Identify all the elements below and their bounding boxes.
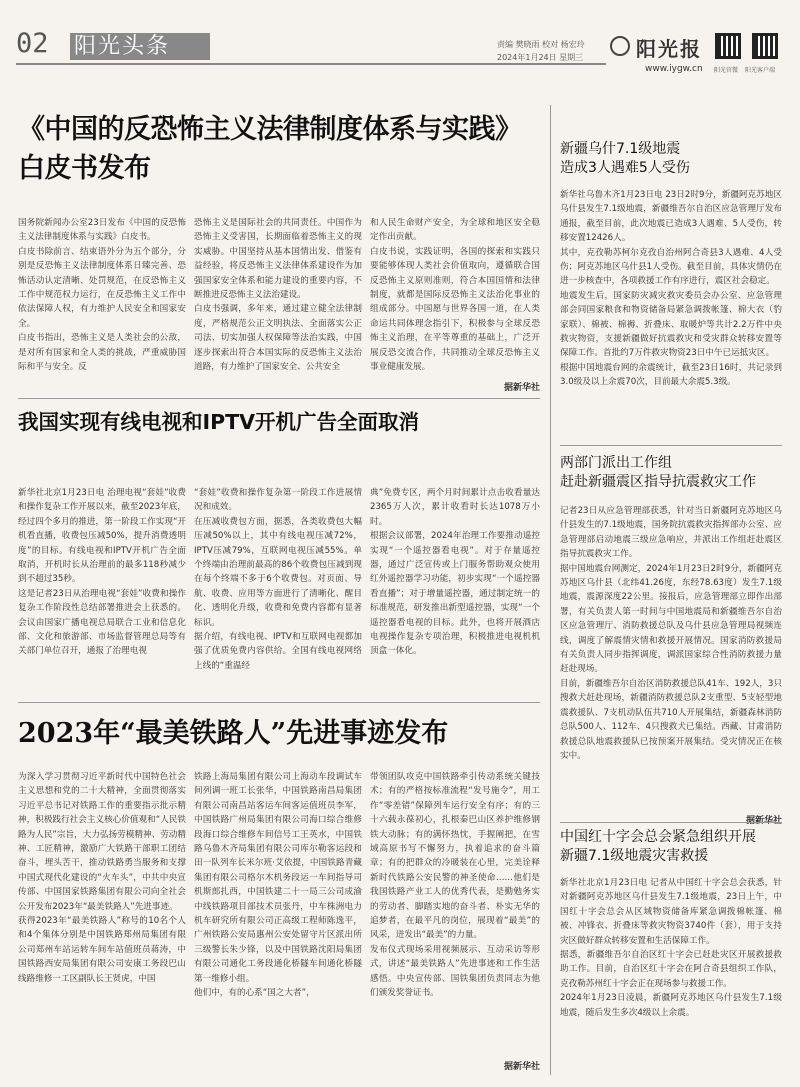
qr-label: 阳光官微 <box>714 67 739 74</box>
sun-logo-icon <box>610 36 630 56</box>
paper-logo: 阳光报 <box>636 37 702 61</box>
article-column: 新华社北京1月23日电 治理电视“套娃”收费和操作复杂工作开展以来，截至2023年底，经过四个多月的推进，第一阶段工作实现“开机看直播，收费包压减50%，提升消费透明度”的目标。有线电视和IPTV开机广告全面取消，开机时长从治理前的最多118秒减少到不超过35秒。 这是记者23日从治理电视“套娃”收费和操作复杂工作阶段性总结部署推进会上获悉的。会议由国家广播电视总局联合工业和信息化部、文化和旅游部、市场监督管理总局等有关部门单位召开，通报了治理电视 <box>18 488 186 657</box>
qr-code-icon <box>715 33 741 59</box>
section-title: 阳光头条 <box>70 33 210 60</box>
headline-railway: 2023年“最美铁路人”先进事迹发布 <box>18 718 449 749</box>
divider <box>560 822 782 823</box>
divider <box>18 398 540 399</box>
divider <box>18 702 540 703</box>
article-body: 新华社北京1月23日电 记者从中国红十字会总会获悉，针对新疆阿克苏地区乌什县发生7.1级地震，23日上午，中国红十字会总会从区域物资储备库紧急调拨棉帐篷、棉被、冲锋衣、折叠床等救灾物资3740件（套），用于支持灾区做好群众转移安置和生活保障工作。 据悉，新疆维吾尔自治区红十字会已赶赴灾区开展救援救助工作。目前，自治区红十字会在阿合奇县组织工作队，克孜勒苏州红十字会正在现场参与救援工作。 2024年1月23日凌晨，新疆阿克苏地区乌什县发生7.1级地震，随后发生多次4级以上余震。 <box>560 878 782 1018</box>
article-column: 恐怖主义是国际社会的共同责任。中国作为恐怖主义受害国，长期面临着恐怖主义的现实威胁。中国坚持从基本国情出发、借鉴有益经验，将反恐怖主义法律体系建设作为加强国家安全体系和能力建设的重要内容，不断推进反恐怖主义法治建设。 白皮书强调，多年来，通过建立健全法律制度，严格规范公正文明执法、全面落实公正司法、切实加强人权保障等法治实践，中国逐步探索出符合本国实际的反恐怖主义法治道路，有力维护了国家安全、公共安全 <box>194 218 362 373</box>
page-number: 02 <box>16 28 49 59</box>
article-column: 和人民生命财产安全，为全球和地区安全稳定作出贡献。 白皮书说，实践证明，各国的探索和实践只要能够体现人类社会价值取向，遵循联合国反恐怖主义原则准则，符合本国国情和法律制度，就都是国际反恐怖主义法治化事业的组成部分。中国愿与世界各国一道，在人类命运共同体理念指引下，积极参与全球反恐怖主义治理，在平等尊重的基础上，广泛开展反恐交流合作，共同推动全球反恐怖主义事业健康发展。 <box>370 218 540 373</box>
article-body: 记者23日从应急管理部获悉，针对当日新疆阿克苏地区乌什县发生的7.1级地震，国务院抗震救灾指挥部办公室、应急管理部启动地震三级应急响应，并派出工作组赶赴震区指导抗震救灾工作。 据中国地震台网测定，2024年1月23日2时9分，新疆阿克苏地区乌什县（北纬41.26度，东经78.63度）发生7.1级地震，震源深度22公里。接报后，应急管理部立即作出部署，有关负责人第一时间与中国地震局和新疆维吾尔自治区应急管理厅、消防救援总队及乌什县应急管理局视频连线，调度了解震情灾情和救援开展情况。国家消防救援局有关负责人同步指挥调度，调派国家综合性消防救援力量赶赴现场。 目前，新疆维吾尔自治区消防救援总队41车、192人，3只搜救犬赶赴现场，新疆消防救援总队2支重型、5支轻型地震救援队、7支机动队伍共710人开展集结，新疆森林消防总队500人、112车、4只搜救犬已集结。西藏、甘肃消防救援总队地震救援队已按预案开展集结。受灾情况正在核实中。 <box>560 506 782 761</box>
article-column: “套娃”收费和操作复杂第一阶段工作进展情况和成效。 在压减收费包方面，据悉，各类收费包大幅压减50%以上，其中有线电视压减72%，IPTV压减79%，互联网电视压减55%。单个终端由治理前最高的86个收费包压减到现在每个终端不多于6个收费包。对页面、导航、收费、应用等方面进行了清晰化、醒目化、透明化升级，收费和免费内容都有显著标识。 据介绍，有线电视、IPTV和互联网电视都加强了优质免费内容供给。全国有线电视网络上线的“重温经 <box>194 488 362 671</box>
headline-line: 中国红十字会总会紧急组织开展 <box>560 829 756 845</box>
headline-red-cross <box>560 828 782 866</box>
headline-line: 新疆7.1级地震灾害救援 <box>560 848 709 864</box>
qr-code-icon <box>752 33 778 59</box>
headline-line: 赶赴新疆震区指导抗震救灾工作 <box>560 474 756 490</box>
headline-line: 两部门派出工作组 <box>560 455 672 471</box>
article-source: 据新华社 <box>503 1062 540 1072</box>
article-column: 国务院新闻办公室23日发布《中国的反恐怖主义法律制度体系与实践》白皮书。 白皮书除前言、结束语外分为五个部分，分别是反恐怖主义法律制度体系日臻完善、恐怖活动认定清晰、处罚规范，在反恐怖主义工作中规范权力运行，在反恐怖主义工作中依法保障人权，有力维护人民安全和国家安全。 白皮书指出，恐怖主义是人类社会的公敌，是对所有国家和全人类的挑战，严重威胁国际和平与安全。反 <box>18 218 186 373</box>
article-source: 据新华社 <box>745 816 782 826</box>
headline-earthquake <box>560 140 782 178</box>
qr-label: 阳光客户端 <box>745 67 776 74</box>
headline-iptv: 我国实现有线电视和IPTV开机广告全面取消 <box>18 410 420 434</box>
divider <box>560 445 782 446</box>
article-column: 为深入学习贯彻习近平新时代中国特色社会主义思想和党的二十大精神，全面贯彻落实习近平总书记对铁路工作的重要指示批示精神，积极践行社会主义核心价值观和“人民铁路为人民”宗旨，大力弘扬劳模精神、劳动精神、工匠精神，激励广大铁路干部职工团结奋斗，埋头苦干，推动铁路勇当服务和支撑中国式现代化建设的“火车头”，中共中央宣传部、中国国家铁路集团有限公司向全社会公开发布2023年“最美铁路人”先进事迹。 获得2023年“最美铁路人”称号的10名个人和4个集体分别是中国铁路郑州局集团有限公司郑州车站运转车间车站值班员蒋涛，中国铁路西安局集团有限公司安康工务段巴山线路维修一工区副队长王贤虎，中国 <box>18 772 186 984</box>
article-column: 铁路上海局集团有限公司上海动车段调试车间列调一班工长张华，中国铁路南昌局集团有限公司南昌站客运车间客运值班员李军，中国铁路广州局集团有限公司海口综合维修段海口综合维修车间信号工王英水，中国铁路乌鲁木齐局集团有限公司库尔勒客运段和田一队列车长米尔班·艾依提，中国铁路青藏集团有限公司格尔木机务段运一车间指导司机斯郎扎西，中国铁建二十一局三公司成渝中线铁路项目部技术员张丹，中车株洲电力机车研究所有限公司正高级工程师陈逸平，广州铁路公安局惠州公安处留守片区派出所三级警长朱少锋，以及中国铁路沈阳局集团有限公司通化工务段通化桥隧车间通化桥隧第一维修小组。 他们中，有的心系“国之大者”， <box>194 772 362 999</box>
article-source: 据新华社 <box>503 383 540 393</box>
editor-line: 责编 樊晓雨 校对 杨宏玲 <box>497 40 585 49</box>
paper-url[interactable]: www.iygw.cn <box>645 64 703 74</box>
article-column: 带领团队攻克中国铁路牵引传动系统关键技术；有的严格按标准流程“发号施令”，用工作“零差错”保障列车运行安全有序；有的三十六载永葆初心，扎根秦巴山区养护维修钢铁大动脉；有的满怀热忱，手握阐把，在雪域高原书写不懈努力，执着追求的奋斗篇章；有的把群众的冷暖装在心里，完美诠释新时代铁路公安民警的神圣使命……他们是我国铁路产业工人的优秀代表，是勤勉务实的劳动者、脚踏实地的奋斗者、朴实无华的追梦者，在最平凡的岗位，展现着“最美”的风采，迸发出“最美”的力量。 发布仪式现场采用视频展示、互动采访等形式，讲述“最美铁路人”先进事迹和工作生活感悟。中央宣传部、国铁集团负责同志为他们颁发奖誉证书。 <box>370 772 540 999</box>
column-divider <box>550 105 551 1075</box>
headline-line: 《中国的反恐怖主义法律制度体系与实践》 <box>18 114 522 145</box>
article-body: 新华社乌鲁木齐1月23日电 23日2时9分，新疆阿克苏地区乌什县发生7.1级地震，新疆维吾尔自治区应急管理厅发布通报，截至目前，此次地震已造成3人遇难、5人受伤，转移安置12426人。 其中，克孜勒苏柯尔克孜自治州阿合奇县3人遇难、4人受伤；阿克苏地区乌什县1人受伤。截至目前，具体灾情仍在进一步核查中，各项救援工作有序进行，震区社会稳定。 地震发生后，国家防灾减灾救灾委员会办公室、应急管理部会同国家粮食和物资储备局紧急调拨帐篷、棉大衣（豹家联）、棉被、棉褥、折叠床、取暖炉等共计2.2万件中央救灾物资，支援新疆做好抗震救灾和受灾群众转移安置等保障工作。首批约7万件救灾物资23日中午已运抵灾区。 根据中国地震台网的余震统计，截至23日16时，共记录到3.0级及以上余震70次，目前最大余震5.3级。 <box>560 190 782 388</box>
headline-line: 白皮书发布 <box>18 153 151 184</box>
headline-whitepaper <box>18 110 522 188</box>
article-column: 典”免费专区，两个月时间累计点击收看量达2365万人次，累计收看时长达1078万小时。 根据会议部署，2024年治理工作要推动遥控实现“一个遥控器看电视”。对于存量遥控器，通过广泛宣传或上门服务帮助观众使用红外遥控器学习功能，初步实现“一个遥控器看直播”；对于增量遥控器，通过制定统一的标准规范，研发推出新型遥控器，实现“一个遥控器看电视的目标。此外，也将开展酒店电视操作复杂专项治理，积极推进电视机机顶盒一体化。 <box>370 488 540 657</box>
headline-workgroup <box>560 454 782 492</box>
headline-line: 造成3人遇难5人受伤 <box>560 160 690 176</box>
editor-info <box>497 38 585 64</box>
headline-line: 新疆乌什7.1级地震 <box>560 141 681 157</box>
date-line: 2024年1月24日 星期三 <box>497 53 584 62</box>
